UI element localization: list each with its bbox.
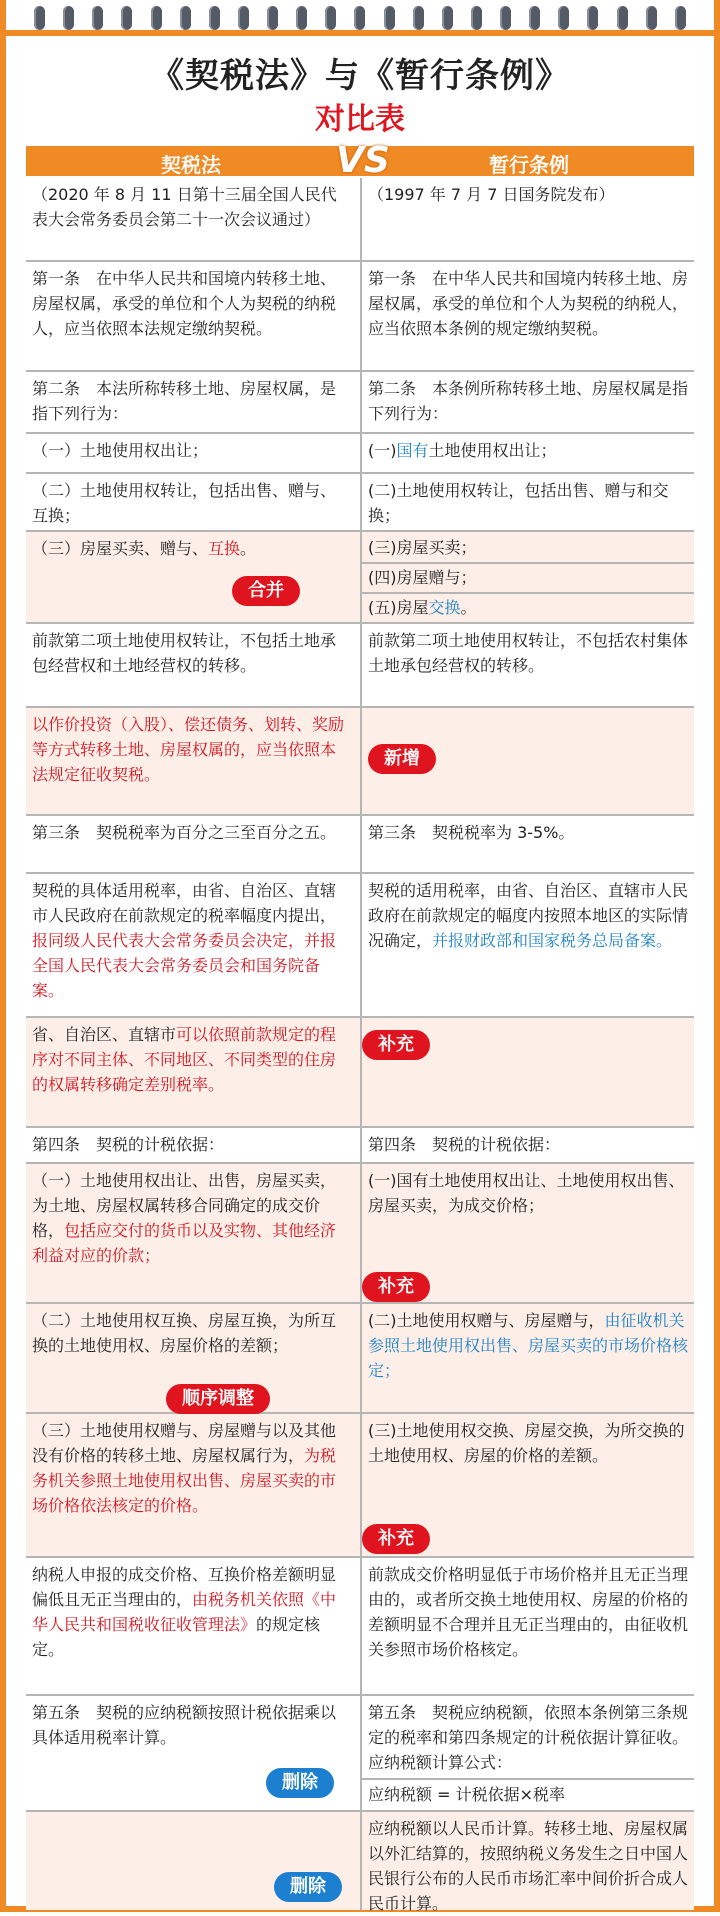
table-row (26, 372, 694, 434)
ring-icon (180, 6, 191, 30)
header-right: 暂行条例 (489, 153, 569, 177)
cell-divider (362, 562, 694, 564)
text-line: 第五条 契税应纳税额，依照本条例第三条规定的税率和第四条规定的计税依据计算征收。应纳税额计算公式： (368, 1703, 689, 1772)
merge-badge: 合并 (232, 576, 300, 606)
ring-icon (34, 6, 45, 30)
text-span: （一）土地使用权出让、出售，房屋买卖，为土地、房屋权属转移合同确定的成交价格， (32, 1171, 337, 1240)
right-cell: 第四条 契税的计税依据： (360, 1128, 694, 1162)
delete-badge: 删除 (274, 1872, 342, 1902)
ring-icon (646, 6, 657, 30)
highlight-text: 可以依照前款规定的程序对不同主体、不同地区、不同类型的住房的权属转移确定差别税率。 (32, 1025, 337, 1094)
new-badge: 新增 (368, 744, 436, 774)
supplement-badge: 补充 (362, 1272, 430, 1302)
table-row (26, 434, 694, 474)
table-row (26, 262, 694, 372)
right-cell: (一)国有土地使用权出让、土地使用权出售、房屋买卖，为成交价格； (360, 1164, 694, 1302)
vs-mark: VS (336, 140, 390, 181)
left-cell (26, 1414, 356, 1556)
left-cell: （2020 年 8 月 11 日第十三届全国人民代表大会常务委员会第二十一次会议通过） (32, 185, 337, 229)
text-line (368, 595, 477, 620)
text-span: (二)土地使用权赠与、房屋赠与， (368, 1311, 605, 1330)
text-span: 的规定核定。 (32, 1615, 321, 1659)
ring-icon (238, 6, 249, 30)
text-span: 省、自治区、直辖市 (32, 1025, 177, 1044)
table-row (26, 532, 694, 624)
table-row (26, 1558, 694, 1696)
ring-icon (529, 6, 540, 30)
right-cell: (三)土地使用权交换、房屋交换，为所交换的土地使用权、房屋的价格的差额。 (360, 1414, 694, 1556)
right-cell (360, 1696, 694, 1810)
right-cell (360, 434, 694, 472)
ring-icon (471, 6, 482, 30)
highlight-text: 由税务机关依照《中华人民共和国税收征收管理法》 (32, 1590, 337, 1634)
left-cell: （二）土地使用权互换、房屋互换，为所互换的土地使用权、房屋价格的差额； (32, 1311, 337, 1355)
highlight-text: 由征收机关参照土地使用权出售、房屋买卖的市场价格核定； (368, 1311, 689, 1380)
table-row (26, 178, 694, 262)
text-span: 契税的适用税率，由省、自治区、直辖市人民政府在前款规定的幅度内按照本地区的实际情况确定， (368, 881, 689, 950)
table-row (26, 816, 694, 874)
text-line: (四)房屋赠与； (368, 568, 477, 587)
ring-icon (121, 6, 132, 30)
ring-icon (413, 6, 424, 30)
page-subtitle: 对比表 (315, 102, 405, 137)
text-span: 纳税人申报的成交价格、互换价格差额明显偏低且无正当理由的， (32, 1565, 337, 1609)
text-line: (三)房屋买卖； (368, 538, 477, 557)
left-cell: 第四条 契税的计税依据： (32, 1135, 225, 1154)
text-line: 应纳税额 = 计税依据×税率 (368, 1785, 565, 1804)
right-cell: 第三条 契税税率为 3-5%。 (360, 816, 694, 872)
right-cell: （1997 年 7 月 7 日国务院发布） (360, 178, 694, 260)
column-header (26, 140, 694, 181)
delete-badge: 删除 (266, 1768, 334, 1798)
left-cell (26, 1018, 356, 1126)
ring-icon (267, 6, 278, 30)
right-cell: 前款成交价格明显低于市场价格并且无正当理由的，或者所交换土地使用权、房屋的价格的差额明显不合理并且无正当理由的，由征收机关参照市场价格核定。 (360, 1558, 694, 1694)
text-span: 契税的具体适用税率，由省、自治区、直辖市人民政府在前款规定的税率幅度内提出， (32, 881, 337, 925)
highlight-text: 包括应交付的货币以及实物、其他经济利益对应的价款； (32, 1221, 337, 1265)
left-cell: 第一条 在中华人民共和国境内转移土地、房屋权属，承受的单位和个人为契税的纳税人，应当依照本法规定缴纳契税。 (32, 269, 337, 338)
highlight-text: 国有 (396, 441, 429, 460)
left-cell (26, 1558, 356, 1694)
table-row (26, 1696, 694, 1812)
cell-divider (362, 1778, 694, 1780)
ring-icon (384, 6, 395, 30)
ring-icon (558, 6, 569, 30)
ring-icon (92, 6, 103, 30)
ring-icon (500, 6, 511, 30)
left-cell (26, 1164, 356, 1302)
left-cell (26, 532, 356, 622)
left-cell: 第二条 本法所称转移土地、房屋权属，是指下列行为： (32, 379, 337, 423)
ring-icon (442, 6, 453, 30)
table-row (26, 1812, 694, 1913)
highlight-text: 互换 (208, 539, 241, 558)
right-cell: 应纳税额以人民币计算。转移土地、房屋权属以外汇结算的，按照纳税义务发生之日中国人民银行公布的人民币市场汇率中间价折合成人民币计算。 (360, 1812, 694, 1910)
ring-icon (587, 6, 598, 30)
table-row (26, 1304, 694, 1414)
right-cell: (二)土地使用权转让，包括出售、赠与和交换； (360, 474, 694, 530)
cell-divider (362, 592, 694, 594)
text-span: 土地使用权出让； (428, 441, 557, 460)
left-cell: 第三条 契税税率为百分之三至百分之五。 (32, 823, 337, 842)
ring-icon (63, 6, 74, 30)
left-cell: （一）土地使用权出让； (32, 441, 209, 460)
text-span: 。 (460, 598, 477, 617)
text-span: （三）房屋买卖、赠与、 (32, 539, 209, 558)
left-cell: 前款第二项土地使用权转让，不包括土地承包经营权和土地经营权的转移。 (32, 631, 337, 675)
left-cell (26, 874, 356, 1016)
page-title: 《契税法》与《暂行条例》 (150, 56, 570, 96)
right-cell (360, 532, 694, 622)
highlight-text: 报同级人民代表大会常务委员会决定，并报全国人民代表大会常务委员会和国务院备案。 (32, 931, 337, 1000)
text-span: (一) (368, 441, 397, 460)
right-cell: 前款第二项土地使用权转让，不包括农村集体土地承包经营权的转移。 (360, 624, 694, 706)
ring-icon (209, 6, 220, 30)
supplement-badge: 补充 (362, 1524, 430, 1554)
right-cell (360, 874, 694, 1016)
table-row (26, 1018, 694, 1128)
ring-icon (617, 6, 628, 30)
binder-rings (34, 6, 686, 32)
left-cell: （二）土地使用权转让，包括出售、赠与、互换； (32, 481, 337, 525)
table-row (26, 874, 694, 1018)
table-row (26, 708, 694, 816)
ring-icon (354, 6, 365, 30)
text-span: （三）土地使用权赠与、房屋赠与以及其他没有价格的转移土地、房屋权属行为， (32, 1421, 337, 1465)
left-cell: 第五条 契税的应纳税额按照计税依据乘以具体适用税率计算。 (32, 1703, 337, 1747)
ring-icon (325, 6, 336, 30)
right-cell (360, 1304, 694, 1412)
ring-icon (296, 6, 307, 30)
table-row (26, 474, 694, 532)
highlight-text: 为税务机关参照土地使用权出售、房屋买卖的市场价格依法核定的价格。 (32, 1446, 337, 1515)
highlight-text: 交换 (428, 598, 461, 617)
right-cell: 第一条 在中华人民共和国境内转移土地、房屋权属，承受的单位和个人为契税的纳税人，应当依照本条例的规定缴纳契税。 (360, 262, 694, 370)
text-span: 。 (240, 539, 257, 558)
header-left: 契税法 (161, 153, 221, 177)
highlight-text: 并报财政部和国家税务总局备案。 (432, 931, 673, 950)
ring-icon (675, 6, 686, 30)
table-row (26, 1128, 694, 1164)
left-cell: 以作价投资（入股）、偿还债务、划转、奖励等方式转移土地、房屋权属的，应当依照本法规定征收契税。 (32, 715, 345, 784)
supplement-badge: 补充 (362, 1030, 430, 1060)
table-row (26, 1164, 694, 1304)
top-border (6, 30, 714, 36)
ring-icon (151, 6, 162, 30)
table-row (26, 624, 694, 708)
right-cell: 第二条 本条例所称转移土地、房屋权属是指下列行为： (360, 372, 694, 432)
reorder-badge: 顺序调整 (166, 1384, 270, 1414)
text-span: (五)房屋 (368, 598, 429, 617)
table-row (26, 1414, 694, 1558)
